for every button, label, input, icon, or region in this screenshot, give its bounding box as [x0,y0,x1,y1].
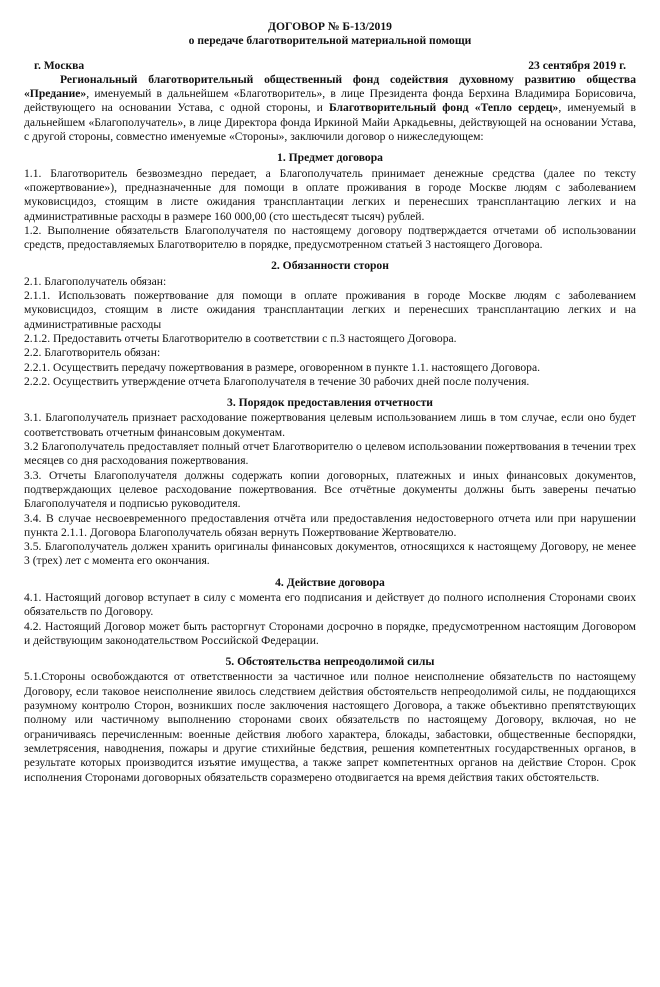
section-heading-5: 5. Обстоятельства непреодолимой силы [225,655,435,669]
section-heading-3: 3. Порядок предоставления отчетности [227,396,433,410]
clause-2-1-2: 2.1.2. Предоставить отчеты Благотворителю в соответствии с п.3 настоящего Договора. [24,331,457,345]
section-heading-1: 1. Предмет договора [277,151,383,165]
clause-3-1: 3.1. Благополучатель признает расходование пожертвования целевым использованием лишь в том случае, если оно будет соответствовать отчетным финансовым документам. [24,411,636,439]
clause-5-1: 5.1.Стороны освобождаются от ответственности за частичное или полное неисполнение обязательств по настоящему Договору, если таковое неисполнение явилось следствием действия обстоятельств непреодолимой силы, не поддающихся разумному контролю Сторон, возникших после заключения настоящего Договора, а также объективно препятствующих полному или частичному выполнению сторонами своих обязательств по настоящему Договору, включая, но не ограничиваясь перечисленным: военные действия любого характера, блокады, забастовки, общественные беспорядки, землетрясения, наводнения, пожары и другие стихийные бедствия, решения компетентных государственных органов, в результате которых производится изъятие имущества, а также запрет компетентных органов на действие Сторон. Срок исполнения Сторонами договорных обязательств соразмерено отодвигается на время действия таких обстоятельств. [24,670,636,784]
clause-3-5: 3.5. Благополучатель должен хранить оригиналы финансовых документов, относящихся к настоящему Договору, не менее 3 (трех) лет с момента его окончания. [24,540,636,568]
section-heading-2: 2. Обязанности сторон [271,259,389,273]
city: г. Москва [34,58,85,72]
clause-3-4: 3.4. В случае несвоевременного предоставления отчёта или предоставления недостоверного отчета или при нарушении пункта 2.1.1. Договора Благополучатель обязан вернуть Пожертвование Жертвователю. [24,511,636,539]
clause-3-3: 3.3. Отчеты Благополучателя должны содержать копии договорных, платежных и иных финансовых документов, подтверждающих целевое расходование пожертвования. Все отчётные документы должны быть заверены печатью Благополучателя и подписью руководителя. [24,468,636,511]
document-subtitle: о передаче благотворительной материальной помощи [188,34,472,48]
clause-2-2: 2.2. Благотворитель обязан: [24,346,161,360]
document-title: ДОГОВОР № Б-13/2019 [268,20,392,33]
clause-1-2: 1.2. Выполнение обязательств Благополучателя по настоящему договору подтверждается отчетами об использовании средств, предоставляемых Благотворителю в порядке, предусмотренном статьей 3 настоящего Договора. [24,223,636,252]
clause-4-2: 4.2. Настоящий Договор может быть расторгнут Сторонами досрочно в порядке, предусмотренном настоящим Договором и действующим законодательством Российской Федерации. [24,619,636,647]
clause-1-1: 1.1. Благотворитель безвозмездно передает, а Благополучатель принимает денежные средства (далее по тексту «пожертвование»), предназначенные для помощи в оплате проживания в городе Москве людям с заболеванием муковисцидоз, стоящим в листе ожидания трансплантации легких и перенесших трансплантацию легких и на административные расходы в размере 160 000,00 (сто шестьдесят тысяч) рублей. [24,166,636,223]
clause-2-1-1: 2.1.1. Использовать пожертвование для помощи в оплате проживания в городе Москве людям с заболеванием муковисцидоз, стоящим в листе ожидания трансплантации легких и перенесших трансплантацию легких и на административные расходы [24,289,636,331]
clause-2-2-2: 2.2.2. Осуществить утверждение отчета Благополучателя в течение 30 рабочих дней после получения. [24,374,530,388]
recipient-name: Благотворительный фонд «Тепло сердец» [329,101,559,115]
donor-name: Региональный благотворительный общественный фонд содействия духовному развитию общества «Предание» [24,72,636,101]
section-heading-4: 4. Действие договора [275,575,385,589]
clause-2-2-1: 2.2.1. Осуществить передачу пожертвования в размере, оговоренном в пункте 1.1. настоящего Договора. [24,360,541,374]
clause-4-1: 4.1. Настоящий договор вступает в силу с момента его подписания и действует до полного исполнения Сторонами своих обязательств по Договору. [24,590,636,619]
preamble-part-1: , именуемый в дальнейшем «Благотворитель», в лице Президента фонда Берхина Владимира Борисовича, действующего на основании Устава, с одной стороны, и [24,87,636,115]
preamble [24,73,636,144]
place-date-line [24,59,636,73]
clause-2-1: 2.1. Благополучатель обязан: [24,274,167,288]
preamble-part-2: , именуемый в дальнейшем «Благополучатель», в лице Директора фонда Иркиной Майи Аркадьевны, действующей на основании Устава, с другой стороны, совместно именуемые «Стороны», заключили договор о нижеследующем: [24,101,636,144]
contract-date: 23 сентября 2019 г. [528,58,626,72]
clause-3-2: 3.2 Благополучатель предоставляет полный отчет Благотворителю о целевом использовании пожертвования в течении трех месяцев со дня расходования пожертвования. [24,440,636,468]
